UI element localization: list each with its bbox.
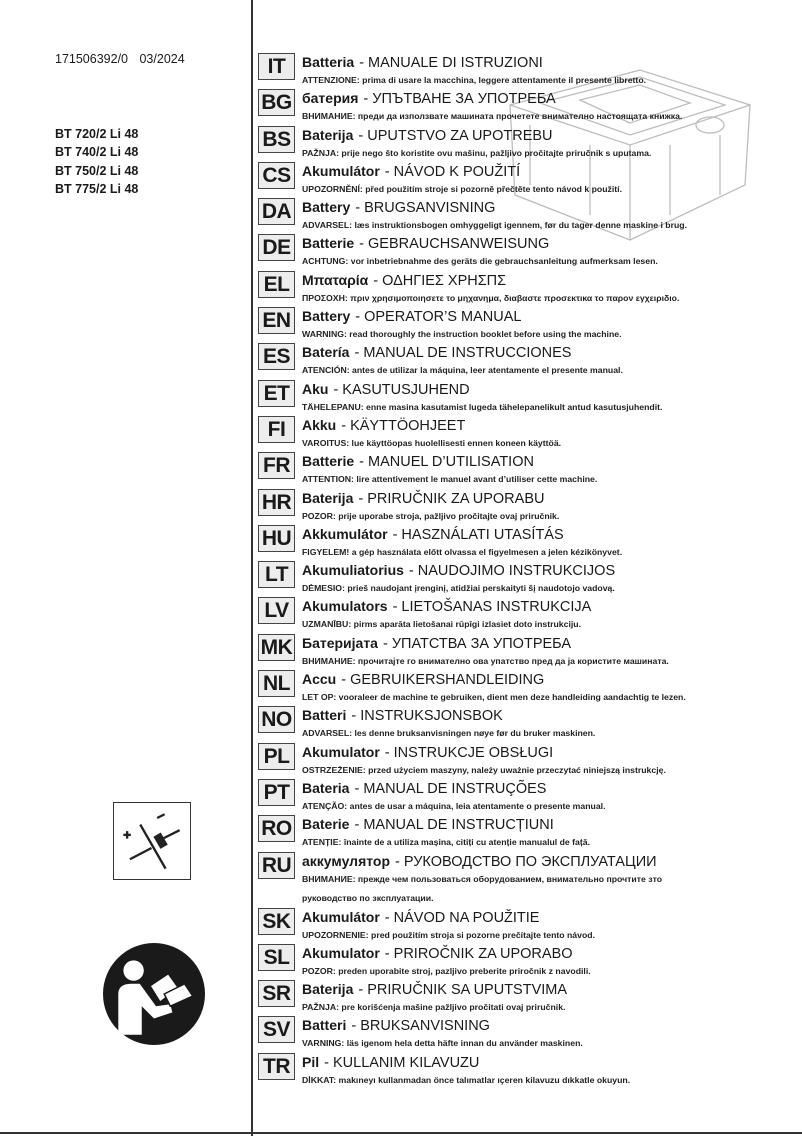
manual-title: - MANUAL DE INSTRUÇÕES — [354, 780, 547, 797]
model-name: BT 740/2 Li 48 — [55, 145, 139, 160]
manual-title: - KASUTUSJUHEND — [333, 381, 470, 398]
product-name: Batería — [302, 344, 350, 361]
product-name: Batteri — [302, 707, 347, 724]
language-code-badge: NL — [258, 670, 295, 697]
document-id — [55, 52, 185, 66]
manual-title: - ΟΔΗΓΙΕΣ ΧΡΗΣΠΣ — [373, 272, 507, 289]
language-code-badge: SR — [258, 980, 295, 1007]
language-code-badge: SK — [258, 908, 295, 935]
section-title — [302, 707, 503, 724]
section-title — [302, 635, 571, 652]
manual-title: - GEBRUIKERSHANDLEIDING — [341, 672, 545, 689]
warning-text: PAŽNJA: prije nego što koristite ovu mašinu, pažljivo pročitajte priručnik s uputama. — [302, 147, 652, 158]
manual-title: - GEBRAUCHSANWEISUNG — [359, 236, 550, 253]
section-title — [302, 344, 571, 361]
product-name: Accu — [302, 671, 337, 688]
warning-text: VAROITUS: lue käyttöopas huolellisesti ennen koneen käyttöä. — [302, 437, 562, 448]
manual-title: - MANUAL DE INSTRUCȚIUNI — [354, 817, 554, 834]
language-code-badge: BS — [258, 126, 295, 153]
language-code-badge: RO — [258, 815, 295, 842]
language-section-el — [258, 270, 798, 306]
product-name: Batteria — [302, 54, 355, 70]
section-title — [302, 54, 543, 71]
manual-title: - HASZNÁLATI UTASÍTÁS — [392, 526, 564, 543]
language-code-badge: PT — [258, 779, 295, 806]
product-name: Akkumulátor — [302, 525, 388, 542]
manual-title: - PRIRUČNIK ZA UPORABU — [358, 490, 545, 507]
language-code-badge: EN — [258, 307, 295, 334]
warning-text: TÄHELEPANU: enne masina kasutamist lugeda tähelepanelikult antud kasutusjuhendit. — [302, 401, 663, 412]
language-section-et — [258, 379, 798, 415]
language-section-de — [258, 233, 798, 269]
section-title — [302, 1054, 479, 1071]
section-title — [302, 308, 522, 325]
language-section-es — [258, 342, 798, 378]
language-section-pl — [258, 742, 798, 778]
product-name: Akumulátor — [302, 162, 380, 179]
language-code-badge: SV — [258, 1016, 295, 1043]
language-section-mk — [258, 633, 798, 669]
language-code-badge: SL — [258, 944, 295, 971]
language-code-badge: PL — [258, 743, 295, 770]
section-title — [302, 816, 554, 833]
section-title — [302, 598, 591, 615]
language-section-lv — [258, 596, 798, 632]
warning-text: ACHTUNG: vor inbetriebnahme des geräts die gebrauchsanleitung aufmerksam lesen. — [302, 256, 658, 267]
battery-symbol-icon — [113, 802, 191, 880]
product-name: Baterija — [302, 126, 354, 143]
doc-date: 03/2024 — [139, 52, 185, 66]
language-section-lt — [258, 560, 798, 596]
warning-text: ATENÇÃO: antes de usar a máquina, leia atentamente o presente manual. — [302, 800, 606, 811]
warning-text: FIGYELEM! a gép használata előtt olvassa el figyelmesen a jelen kézikönyvet. — [302, 546, 623, 557]
manual-title: - MANUEL D’UTILISATION — [359, 454, 534, 471]
section-title — [302, 272, 506, 289]
language-section-ru — [258, 851, 798, 907]
warning-text: UPOZORNĚNÍ: před použitím stroje si pozorně přečtěte tento návod k použití. — [302, 183, 623, 194]
product-name: Μπαταρία — [302, 271, 369, 288]
column-divider — [251, 0, 253, 1136]
language-section-no — [258, 705, 798, 741]
warning-text: PAŽNJA: pre korišćenja mašine pažljivo pročitati ovaj priručnik. — [302, 1002, 566, 1013]
language-code-badge: RU — [258, 852, 295, 879]
product-name: батерия — [302, 90, 359, 107]
product-name: Batterie — [302, 235, 355, 252]
product-name: Bateria — [302, 779, 350, 796]
section-title — [302, 945, 573, 962]
manual-title: - УПЪТВАНЕ ЗА УПОТРЕБА — [363, 91, 556, 108]
section-title — [302, 381, 470, 398]
bottom-rule — [0, 1132, 802, 1134]
language-section-da — [258, 197, 798, 233]
warning-text: ATENCIÓN: antes de utilizar la máquina, leer atentamente el presente manual. — [302, 365, 623, 376]
manual-title: - NÁVOD NA POUŽITIE — [384, 909, 540, 926]
language-code-badge: LV — [258, 597, 295, 624]
product-name: Akumulator — [302, 944, 380, 961]
language-code-badge: DA — [258, 198, 295, 225]
manual-title: - УПАТСТВА ЗА УПОТРЕБА — [382, 635, 572, 652]
section-title — [302, 127, 553, 144]
section-title — [302, 526, 564, 543]
manual-title: - MANUAL DE INSTRUCCIONES — [354, 345, 572, 362]
manual-title: - KULLANIM KILAVUZU — [324, 1054, 480, 1071]
language-section-hr — [258, 488, 798, 524]
manual-title: - UPUTSTVO ZA UPOTREBU — [358, 127, 553, 144]
language-code-badge: FI — [258, 416, 295, 443]
manual-title: - OPERATOR’S MANUAL — [355, 309, 522, 326]
product-name: Baterija — [302, 489, 354, 506]
section-title — [302, 853, 657, 870]
warning-text: ΠΡΟΣΟΧΗ: πριν χρησιμοποιησετε το μηχανημα, διαβαστε προσεκτικα το παρον εγχειριδιο. — [302, 292, 680, 303]
language-code-badge: CS — [258, 162, 295, 189]
language-section-pt — [258, 778, 798, 814]
manual-title: - KÄYTTÖOHJEET — [341, 417, 466, 434]
language-section-cs — [258, 161, 798, 197]
section-title — [302, 490, 544, 507]
language-section-fr — [258, 451, 798, 487]
language-code-badge: FR — [258, 452, 295, 479]
product-name: Aku — [302, 380, 329, 397]
warning-text: OSTRZEŻENIE: przed użyciem maszyny, należy uważnie przeczytać niniejszą instrukcję. — [302, 764, 666, 775]
language-section-sr — [258, 979, 798, 1015]
language-section-bs — [258, 125, 798, 161]
warning-text: ВНИМАНИЕ: прежде чем пользоваться оборудованием, внимательно прочтите зто — [302, 873, 663, 884]
product-name: аккумулятор — [302, 852, 391, 869]
manual-title: - NÁVOD K POUŽITÍ — [384, 163, 521, 180]
language-section-ro — [258, 814, 798, 850]
language-section-sv — [258, 1015, 798, 1051]
language-code-badge: ET — [258, 380, 295, 407]
warning-text: ADVARSEL: læs instruktionsbogen omhyggeligt igennem, før du tager denne maskine i brug. — [302, 220, 688, 231]
warning-text: UZMANĪBU: pirms aparāta lietošanai rūpīgi izlasiet doto instrukciju. — [302, 619, 582, 630]
warning-text: VARNING: läs igenom hela detta häfte innan du använder maskinen. — [302, 1038, 583, 1049]
language-code-badge: HU — [258, 525, 295, 552]
warning-text: ATENȚIE: înainte de a utiliza mașina, citiți cu atenție manualul de față. — [302, 837, 591, 848]
warning-text: ВНИМАНИЕ: прочитајте го внимателно ова упатство пред да ја користите машината. — [302, 655, 669, 666]
language-code-badge: BG — [258, 89, 295, 116]
manual-title: - PRIROČNIK ZA UPORABO — [384, 945, 573, 962]
language-code-badge: MK — [258, 634, 295, 661]
warning-text: LET OP: vooraleer de machine te gebruiken, dient men deze handleiding aandachtig te lezen. — [302, 692, 686, 703]
section-title — [302, 1017, 490, 1034]
language-section-en — [258, 306, 798, 342]
section-title — [302, 981, 567, 998]
language-list — [258, 52, 798, 1088]
warning-text: ВНИМАНИЕ: преди да използвате машината прочетете внимателно настоящата книжка. — [302, 111, 683, 122]
product-name: Baterija — [302, 981, 354, 998]
manual-title: - INSTRUKSJONSBOK — [351, 708, 503, 725]
product-name: Akku — [302, 416, 337, 433]
manual-title: - BRUKSANVISNING — [351, 1018, 490, 1035]
warning-text: POZOR: preden uporabite stroj, pazljivo preberite priročnik z navodili. — [302, 965, 591, 976]
manual-title: - NAUDOJIMO INSTRUKCIJOS — [408, 563, 616, 580]
product-name: Baterie — [302, 816, 350, 833]
warning-text: ATTENTION: lire attentivement le manuel avant d’utiliser cette machine. — [302, 474, 598, 485]
section-title — [302, 199, 495, 216]
product-name: Akumulator — [302, 743, 380, 760]
model-name: BT 750/2 Li 48 — [55, 163, 139, 178]
section-title — [302, 453, 534, 470]
manual-title: - BRUGSANVISNING — [355, 200, 496, 217]
product-name: Batterie — [302, 453, 355, 470]
language-section-nl — [258, 669, 798, 705]
section-title — [302, 909, 539, 926]
section-title — [302, 780, 546, 797]
section-title — [302, 235, 549, 252]
language-code-badge: NO — [258, 706, 295, 733]
language-section-bg — [258, 88, 798, 124]
product-name: Batteri — [302, 1017, 347, 1034]
language-section-sk — [258, 907, 798, 943]
warning-text: UPOZORNENIE: pred použitím stroja si pozorne prečítajte tento návod. — [302, 929, 595, 940]
warning-text: WARNING: read thoroughly the instruction booklet before using the machine. — [302, 329, 622, 340]
language-section-fi — [258, 415, 798, 451]
language-section-hu — [258, 524, 798, 560]
section-title — [302, 90, 556, 107]
product-name: Battery — [302, 308, 351, 325]
language-code-badge: EL — [258, 271, 295, 298]
manual-title: - PRIRUČNIK SA UPUTSTVIMA — [358, 982, 568, 999]
section-title — [302, 417, 465, 434]
language-code-badge: ES — [258, 343, 295, 370]
model-list — [55, 125, 138, 198]
language-code-badge: DE — [258, 234, 295, 261]
warning-text-continued: руководство по зксплуатации. — [302, 892, 434, 903]
language-code-badge: TR — [258, 1053, 295, 1080]
warning-text: DİKKAT: makıneyı kullanmadan önce talımatlar ıçeren kilavuzu dıkkatle okuyun. — [302, 1074, 631, 1085]
warning-text: ADVARSEL: les denne bruksanvisningen nøye før du bruker maskinen. — [302, 728, 596, 739]
language-section-sl — [258, 943, 798, 979]
language-code-badge: LT — [258, 561, 295, 588]
language-section-it — [258, 52, 798, 88]
product-name: Akumuliatorius — [302, 562, 404, 579]
section-title — [302, 671, 544, 688]
warning-text: DĖMESIO: prieš naudojant įrenginį, atidžiai perskaityti šį naudotojo vadovą. — [302, 583, 615, 594]
manual-title: - INSTRUKCJE OBSŁUGI — [384, 744, 554, 761]
section-title — [302, 562, 615, 579]
product-name: Battery — [302, 199, 351, 216]
language-section-tr — [258, 1052, 798, 1088]
manual-title: - LIETOŠANAS INSTRUKCIJA — [392, 599, 592, 616]
read-manual-icon — [103, 943, 205, 1045]
section-title — [302, 163, 520, 180]
manual-title: - MANUALE DI ISTRUZIONI — [359, 55, 543, 71]
warning-text: ATTENZIONE: prima di usare la macchina, leggere attentamente il presente libretto. — [302, 75, 647, 85]
model-name: BT 775/2 Li 48 — [55, 181, 139, 196]
manual-title: - РУКОВОДСТВО ПО ЭКСПЛУАТАЦИИ — [395, 853, 657, 870]
language-code-badge: IT — [258, 53, 295, 80]
warning-text: POZOR: prije uporabe stroja, pažljivo pročitajte ovaj priručnik. — [302, 510, 560, 521]
product-name: Pil — [302, 1053, 320, 1070]
model-name: BT 720/2 Li 48 — [55, 127, 139, 141]
language-code-badge: HR — [258, 489, 295, 516]
product-name: Akumulators — [302, 598, 388, 615]
section-title — [302, 744, 553, 761]
product-name: Батеријата — [302, 634, 378, 651]
product-name: Akumulátor — [302, 908, 380, 925]
doc-number: 171506392/0 — [55, 52, 128, 66]
